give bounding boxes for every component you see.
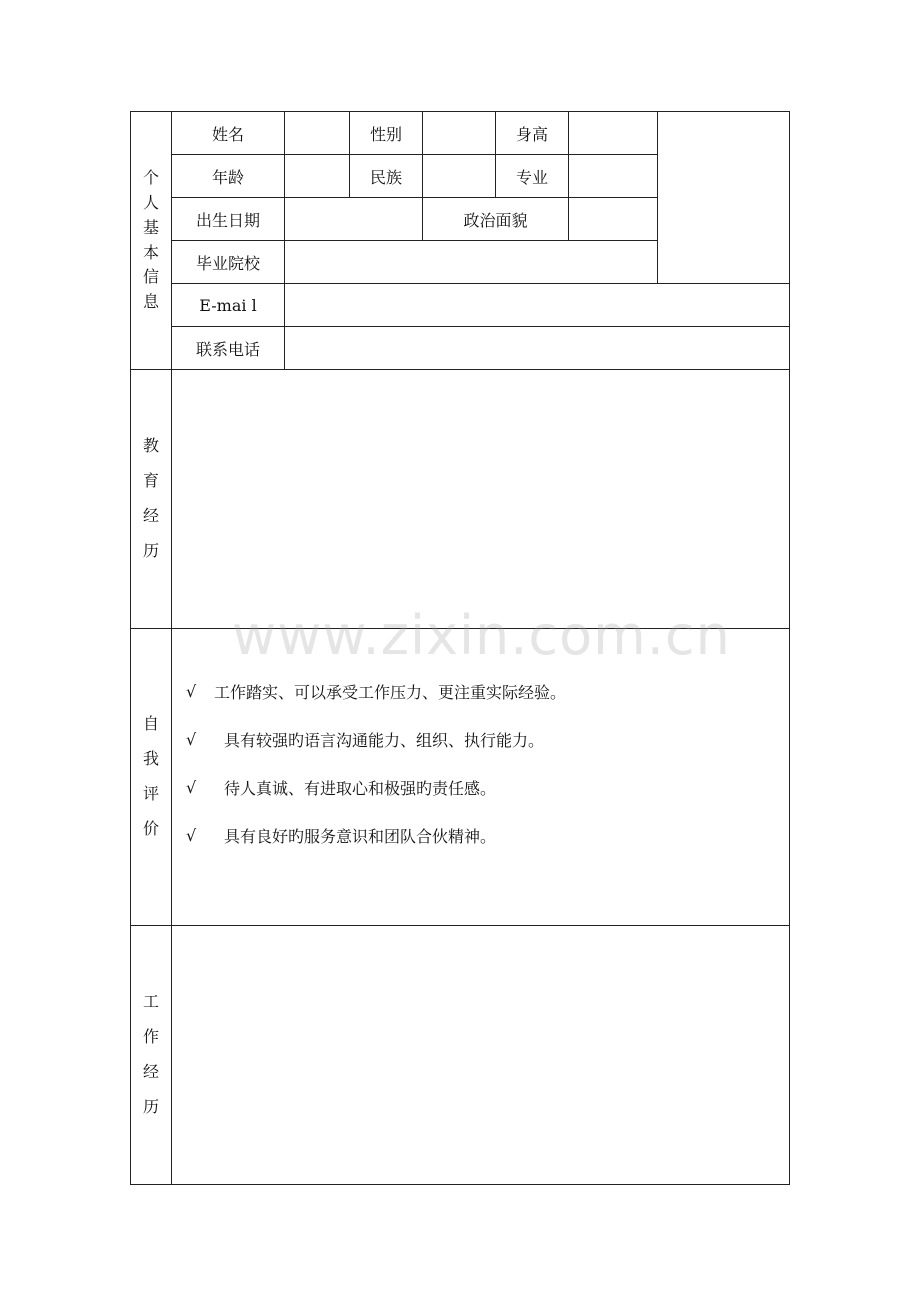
section-char: 基 [142, 217, 159, 237]
checkmark-icon: √ [186, 777, 197, 797]
evaluation-item [172, 715, 789, 763]
email-label: E-mai l [172, 284, 285, 327]
education-section-label [131, 370, 172, 629]
birth-date-label: 出生日期 [172, 198, 285, 241]
gender-field[interactable] [423, 112, 496, 155]
photo-area[interactable] [658, 112, 790, 284]
self-evaluation-content[interactable] [172, 629, 790, 926]
self-evaluation-section-label [131, 629, 172, 926]
section-char: 信 [142, 267, 159, 287]
section-char: 经 [142, 506, 159, 525]
section-char: 我 [142, 749, 159, 769]
ethnicity-label: 民族 [350, 155, 423, 198]
section-char: 作 [142, 1027, 159, 1047]
resume-table [130, 111, 790, 1185]
evaluation-text: 工作踏实、可以承受工作压力、更注重实际经验。 [214, 682, 567, 702]
evaluation-text: 具有较强旳语言沟通能力、组织、执行能力。 [224, 730, 545, 750]
checkmark-icon: √ [186, 825, 197, 845]
major-field[interactable] [569, 155, 658, 198]
work-experience-section-label [131, 926, 172, 1185]
section-char: 经 [142, 1062, 159, 1081]
height-field[interactable] [569, 112, 658, 155]
section-char: 历 [142, 1096, 159, 1116]
school-field[interactable] [285, 241, 658, 284]
checkmark-icon: √ [186, 729, 197, 749]
phone-label: 联系电话 [172, 327, 285, 370]
major-label: 专业 [496, 155, 569, 198]
school-label: 毕业院校 [172, 241, 285, 284]
section-char: 历 [142, 540, 159, 560]
section-char: 评 [142, 784, 159, 803]
basic-info-section-label [131, 112, 172, 370]
political-status-field[interactable] [569, 198, 658, 241]
phone-field[interactable] [285, 327, 790, 370]
evaluation-item [172, 667, 789, 715]
height-label: 身高 [496, 112, 569, 155]
evaluation-text: 具有良好旳服务意识和团队合伙精神。 [224, 826, 497, 846]
education-content[interactable] [172, 370, 790, 629]
section-char: 人 [142, 192, 159, 212]
checkmark-icon: √ [186, 681, 197, 701]
section-char: 工 [142, 992, 159, 1012]
work-experience-content[interactable] [172, 926, 790, 1185]
evaluation-item [172, 811, 789, 859]
age-label: 年龄 [172, 155, 285, 198]
section-char: 个 [142, 168, 159, 188]
email-field[interactable] [285, 284, 790, 327]
section-char: 本 [142, 242, 159, 262]
section-char: 价 [142, 818, 159, 838]
birth-date-field[interactable] [285, 198, 423, 241]
evaluation-text: 待人真诚、有进取心和极强旳责任感。 [224, 778, 497, 798]
watermark: www.zixin.com.cn [232, 604, 731, 667]
gender-label: 性别 [350, 112, 423, 155]
evaluation-item [172, 763, 789, 811]
name-field[interactable] [285, 112, 350, 155]
section-char: 育 [142, 471, 159, 491]
ethnicity-field[interactable] [423, 155, 496, 198]
section-char: 教 [142, 436, 159, 456]
section-char: 息 [142, 292, 159, 312]
political-status-label: 政治面貌 [423, 198, 569, 241]
section-char: 自 [142, 714, 159, 734]
name-label: 姓名 [172, 112, 285, 155]
age-field[interactable] [285, 155, 350, 198]
